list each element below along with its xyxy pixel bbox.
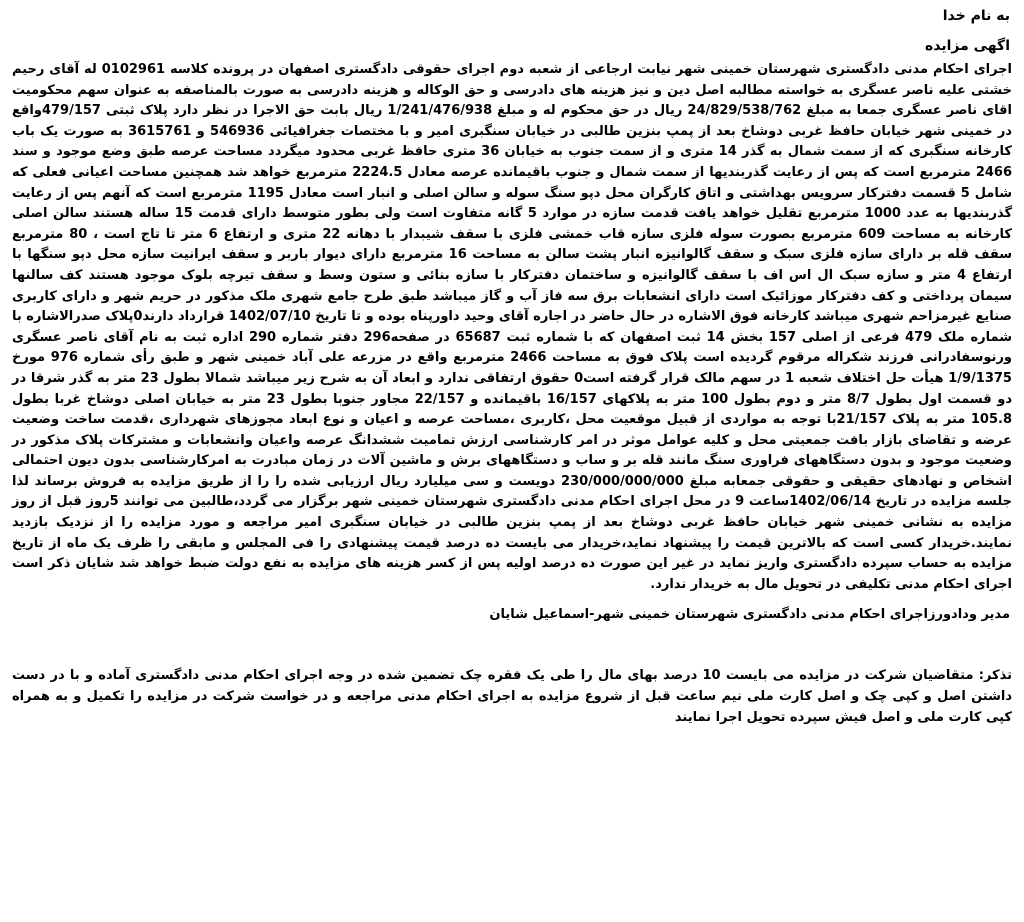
notice-body: اجرای احکام مدنی دادگستری شهرستان خمینی شهر نیابت ارجاعی از شعبه دوم اجرای حقوقی دادگستری اصفهان در پرونده کلاسه 0102961 له آقای رحیم خشتی علیه ناصر عسگری به خواسته مطالبه اصل دین و نیز هزینه های دادرسی و حق الوکاله و هزینه دادرسی به صورت بالمناصفه به عنوان سهم محکومیت اقای ناصر عسگری جمعا به مبلغ 24/829/538/762 ریال در حق محکوم له و مبلغ 1/241/476/938 ریال بابت حق الاجرا در نظر دارد پلاک ثبتی 479/157واقع در خمینی شهر خیابان حافظ غربی دوشاخ بعد از پمپ بنزین طالبی در خیابان سنگبری امیر و با مختصات جغرافیائی 546936 و 3615761 به صورت یک باب کارخانه سنگبری که از سمت شمال به گذر 14 متری و از سمت جنوب به خیابان 36 متری حافظ غربی محدود میگردد مساحت عرصه طبق وضع موجود و سند 2466 مترمربع است که پس از رعایت گذربندیها از سمت شمال و جنوب باقیمانده عرصه معادل 2224.5 مترمربع خواهد شد همچنین مساحت اعیانی فعلی که شامل 5 قسمت دفترکار سرویس بهداشتی و اتاق کارگران محل دپو سنگ سوله و سالن اصلی و انبار است معادل 1195 مترمربع است که آنهم پس از رعایت گذربندیها به عدد 1000 مترمربع تقلیل خواهد یافت قدمت سازه در موارد 5 گانه متفاوت است ولی بطور متوسط دارای قدمت 15 ساله هستند سالن اصلی کارخانه به مساحت 609 مترمربع بصورت سوله فلزی سازه قاب خمشی فلزی با سقف شیبدار با دهانه 22 متری و ارتفاع 6 متر تا تاج است ، 80 مترمربع سقف قله بر دارای سازه فلزی سبک و سقف گالوانیزه انبار پشت سالن به مساحت 16 مترمربع دارای دیوار باربر و سقف ایرانیت سازه محل دپو سنگها با ارتفاع 4 متر و سازه سبک ال اس اف با سقف گالوانیزه و ساختمان دفترکار با سازه بنائی و ستون وسط و سقف تیرچه بلوک موجود هستند کف سالنها سیمان پرداختی و کف دفترکار موزائیک است دارای انشعابات برق سه فاز آب و گاز میباشد طبق طرح جامع شهری ملک مذکور در حریم شهر و دارای کاربری صنایع غیرمزاحم شهری میباشد کارخانه فوق الاشاره در حال حاضر در اجاره آقای وحید داورپناه بوده و تا تاریخ 1402/07/10 قرارداد دارند0پلاک صدرالاشاره با شماره ملک 479 فرعی از اصلی 157 بخش 14 ثبت اصفهان که با شماره ثبت 65687 در صفحه296 دفتر شماره 290 اداره ثبت به نام آقای ناصر عسگری ورنوسفادرانی فرزند شکراله مرقوم گردیده است پلاک فوق به مساحت 2466 مترمربع واقع در مزرعه علی آباد خمینی شهر و طبق رأی شماره 976 مورخ 1/9/1375 هیأت حل اختلاف شعبه 1 در سهم مالک قرار گرفته است0 حقوق ارتفاقی ندارد و ابعاد آن به شرح زیر میباشد شمالا بطول 23 متر به گذر شرقا در دو قسمت اول بطول 8/7 متر و دوم بطول 100 متر به پلاکهای 16/157 باقیمانده و 22/157 مجاور جنوبا بطول 23 متر به خیابان اصلی دوشاخ غربا بطول 105.8 متر به پلاک 21/157با توجه به مواردی از قبیل موقعیت محل ،کاربری ،مساحت عرصه و اعیان و نوع ابعاد مجوزهای شهرداری ،قدمت ساخت وضعیت عرضه و تقاضای بازار بافت جمعیتی محل و کلیه عوامل موثر در امر کارشناسی ارزش تمامیت ششدانگ عرصه واعیان وانشعابات و مشترکات پلاک مذکور در وضعیت موجود و بدون دستگاههای فراوری سنگ مانند قله بر و ساب و دستگاههای برش و ماشین آلات در زمان مبادرت به امرکارشناسی بدون دیون احتمالی اشخاص و نهادهای حقیقی و حقوقی جمعابه مبلغ 230/000/000/000 دویست و سی میلیارد ریال ارزیابی شده را را از طریق مزایده به فروش برساند لذا جلسه مزایده در تاریخ 1402/06/14ساعت 9 در محل اجرای احکام مدنی دادگستری شهرستان خمینی شهر برگزار می گردد،طالبین می توانند 5روز قبل از روز مزایده به نشانی خمینی شهر خیابان حافظ غربی دوشاخ بعد از پمپ بنزین طالبی در خیابان سنگبری امیر مراجعه و مورد مزایده را از نزدیک بازدید نمایند.خریدار کسی است که بالاترین قیمت را پیشنهاد نماید،خریدار می بایست ده درصد قیمت پیشنهادی را فی المجلس و مابقی را ظرف یک ماه از تاریخ مزایده به حساب سپرده دادگستری واریز نماید در غیر این صورت ده درصد اولیه پس از کسر هزینه های مزایده به نفع دولت ضبط خواهد شد شایان ذکر است اجرای احکام مدنی تکلیفی در تحویل مال به خریدار ندارد. xyxy=(12,62,1013,592)
notice-title: اگهی مزایده xyxy=(924,38,1010,54)
basmala-heading: به نام خدا xyxy=(942,8,1010,24)
notice-footnote: تذکر: متقاضیان شرکت در مزایده می بایست 10 درصد بهای مال را طی یک فقره چک تضمین شده در وجه اجرای احکام مدنی دادگستری آماده و با در دست داشتن اصل و کپی چک و اصل کارت ملی نیم ساعت قبل از شروع مزایده به اجرای احکام مدنی مراجعه و در خواست شرکت در مزایده را تکمیل و به همراه کپی کارت ملی و اصل فیش سپرده تحویل اجرا نمایند xyxy=(12,668,1012,726)
notice-signature: مدیر ودادورزاجرای احکام مدنی دادگستری شهرستان خمینی شهر-اسماعیل شایان xyxy=(489,607,1010,623)
auction-notice-page xyxy=(10,4,1014,728)
